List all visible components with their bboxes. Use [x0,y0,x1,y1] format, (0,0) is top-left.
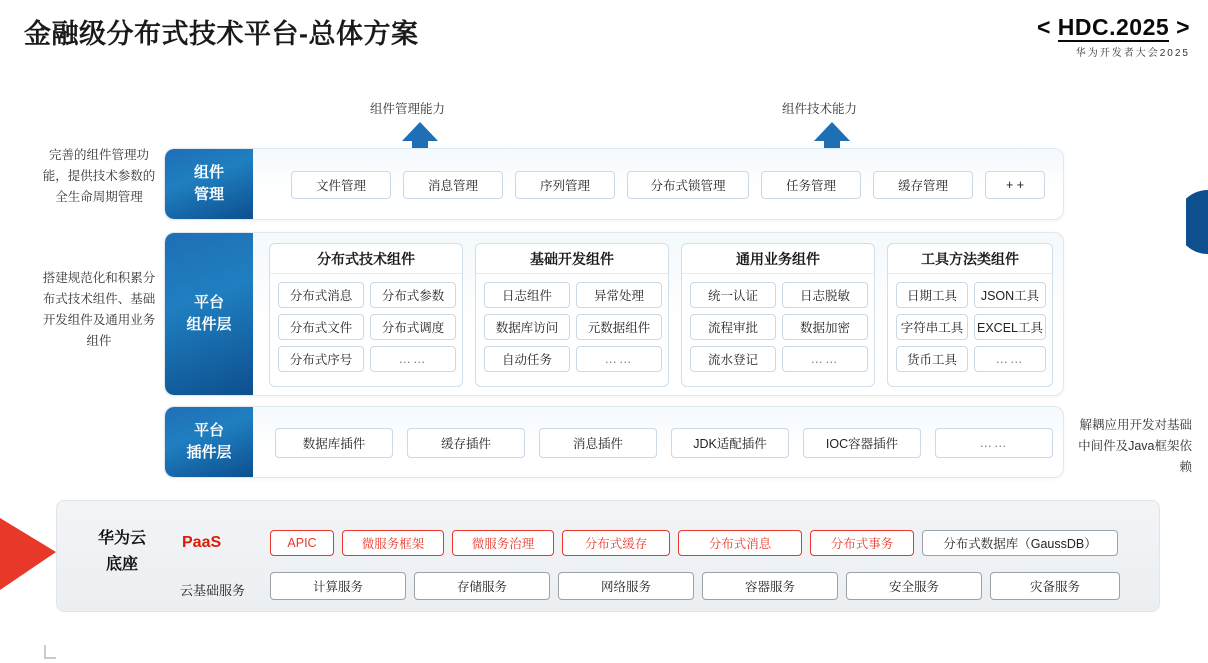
top-note-component-mgmt: 组件管理能力 [370,102,446,116]
component-mgmt-item-2[interactable]: 序列管理 [515,171,615,199]
paas-item-2[interactable]: 微服务治理 [452,530,554,556]
component-group-0 [269,243,463,387]
component-group-1-item-4[interactable]: 自动任务 [484,346,570,372]
component-group-2-item-1[interactable]: 日志脱敏 [782,282,868,308]
layer-plugin [164,406,1064,478]
component-group-1 [475,243,669,387]
brand-bracket-right: > [1176,14,1190,40]
layer-label-line2: 组件层 [186,316,232,333]
component-group-3-item-0[interactable]: 日期工具 [896,282,968,308]
plugin-item-2[interactable]: 消息插件 [539,428,657,458]
component-group-3-item-2[interactable]: 字符串工具 [896,314,968,340]
layer-label-line1: 平台 [193,422,224,439]
component-mgmt-item-0[interactable]: 文件管理 [291,171,391,199]
right-note: 解耦应用开发对基础中间件及Java框架依赖 [1078,418,1192,474]
component-group-1-item-2[interactable]: 数据库访问 [484,314,570,340]
component-group-1-title: 基础开发组件 [476,244,668,274]
component-group-3 [887,243,1053,387]
brand-subtitle: 华为开发者大会2025 [1075,48,1190,59]
bottom-corner-marker [44,645,56,659]
brand-bracket-left: < [1036,14,1051,40]
component-group-2-item-2[interactable]: 流程审批 [690,314,776,340]
paas-item-3[interactable]: 分布式缓存 [562,530,670,556]
layer-component-management [164,148,1064,220]
side-note-1: 完善的组件管理功能，提供技术参数的全生命周期管理 [42,148,156,204]
plugin-item-5[interactable]: …… [935,428,1053,458]
component-group-3-item-4[interactable]: 货币工具 [896,346,968,372]
side-note-2: 搭建规范化和积累分布式技术组件、基础开发组件及通用业务组件 [42,271,156,348]
component-group-2-item-3[interactable]: 数据加密 [782,314,868,340]
plugin-item-4[interactable]: IOC容器插件 [803,428,921,458]
paas-item-5[interactable]: 分布式事务 [810,530,914,556]
layer-platform-components [164,232,1064,396]
plugin-item-3[interactable]: JDK适配插件 [671,428,789,458]
cloud-item-4[interactable]: 安全服务 [846,572,982,600]
layer-label-line2: 插件层 [186,444,232,461]
top-note-component-tech: 组件技术能力 [782,102,858,116]
right-blue-accent-shape [1186,190,1208,259]
layer-component-management-label [165,149,253,219]
paas-label: PaaS [182,534,222,551]
component-group-1-item-3[interactable]: 元数据组件 [576,314,662,340]
component-group-2-item-4[interactable]: 流水登记 [690,346,776,372]
layer-plugin-label [165,407,253,477]
layer-label-line1: 平台 [193,294,224,311]
component-mgmt-item-4[interactable]: 任务管理 [761,171,861,199]
cloud-item-2[interactable]: 网络服务 [558,572,694,600]
plugin-item-1[interactable]: 缓存插件 [407,428,525,458]
component-group-2-item-0[interactable]: 统一认证 [690,282,776,308]
component-group-1-item-5[interactable]: …… [576,346,662,372]
paas-item-1[interactable]: 微服务框架 [342,530,444,556]
paas-item-4[interactable]: 分布式消息 [678,530,802,556]
component-group-3-item-3[interactable]: EXCEL工具 [974,314,1046,340]
cloud-item-5[interactable]: 灾备服务 [990,572,1120,600]
paas-item-6[interactable]: 分布式数据库（GaussDB） [922,530,1118,556]
component-mgmt-item-6[interactable]: + + [985,171,1045,199]
component-group-1-item-0[interactable]: 日志组件 [484,282,570,308]
component-group-3-item-1[interactable]: JSON工具 [974,282,1046,308]
component-mgmt-item-3[interactable]: 分布式锁管理 [627,171,749,199]
component-group-0-item-2[interactable]: 分布式文件 [278,314,364,340]
plugin-item-0[interactable]: 数据库插件 [275,428,393,458]
layer-platform-components-label [165,233,253,395]
page-title: 金融级分布式技术平台-总体方案 [24,19,419,49]
component-group-0-item-5[interactable]: …… [370,346,456,372]
brand-main-text: HDC.2025 [1057,14,1170,40]
component-group-3-item-5[interactable]: …… [974,346,1046,372]
component-mgmt-item-5[interactable]: 缓存管理 [873,171,973,199]
base-title-line1: 华为云 [97,530,146,547]
cloud-base-service-label: 云基础服务 [180,583,246,598]
base-title-line2: 底座 [105,556,138,573]
cloud-item-3[interactable]: 容器服务 [702,572,838,600]
layer-label-line2: 管理 [193,186,224,203]
component-group-0-item-3[interactable]: 分布式调度 [370,314,456,340]
component-group-2-item-5[interactable]: …… [782,346,868,372]
component-group-2-title: 通用业务组件 [682,244,874,274]
component-group-0-item-0[interactable]: 分布式消息 [278,282,364,308]
brand-main-line [1037,14,1190,41]
base-title [74,526,170,578]
component-group-0-item-1[interactable]: 分布式参数 [370,282,456,308]
hdc-brand [1037,14,1190,59]
cloud-item-0[interactable]: 计算服务 [270,572,406,600]
paas-item-0[interactable]: APIC [270,530,334,556]
component-group-1-item-1[interactable]: 异常处理 [576,282,662,308]
layer-label-line1: 组件 [193,164,224,181]
cloud-item-1[interactable]: 存储服务 [414,572,550,600]
component-mgmt-item-1[interactable]: 消息管理 [403,171,503,199]
component-group-0-item-4[interactable]: 分布式序号 [278,346,364,372]
component-group-3-title: 工具方法类组件 [888,244,1052,274]
component-group-0-title: 分布式技术组件 [270,244,462,274]
component-group-2 [681,243,875,387]
